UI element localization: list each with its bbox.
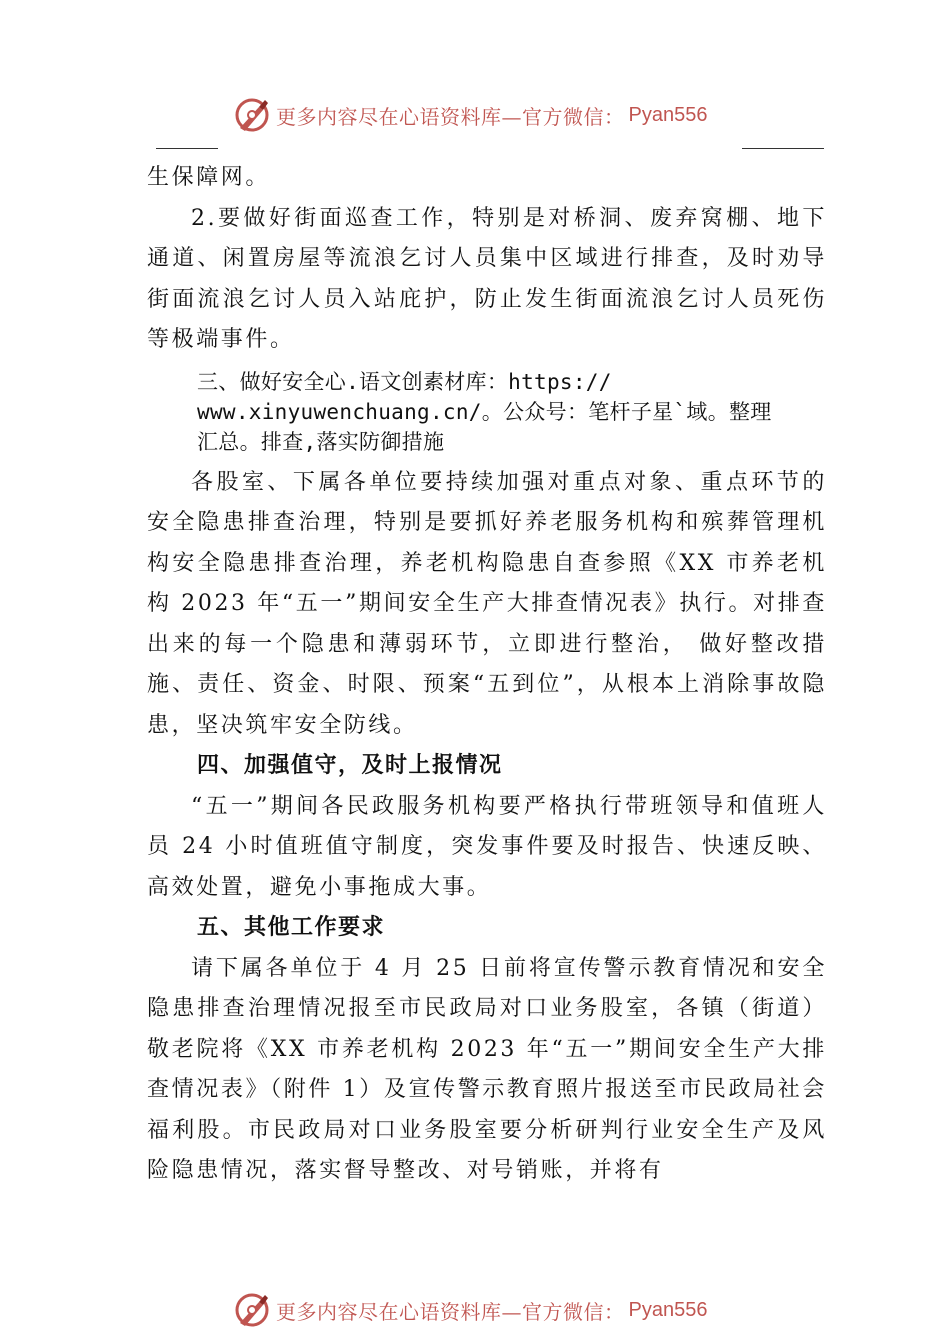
- footer-watermark: [0, 1288, 950, 1332]
- section-three-line-3: 汇总。排查,落实防御措施: [197, 429, 445, 454]
- paragraph-continuation: 生保障网。: [147, 165, 271, 190]
- pen-logo-icon: [232, 1290, 272, 1330]
- document-body: [147, 158, 827, 1192]
- header-watermark: [0, 93, 950, 137]
- section-three-heading: [147, 361, 827, 463]
- section-three-line-1: 三、做好安全心.语文创素材库：https://: [197, 369, 612, 394]
- header-rule-right: [742, 148, 824, 149]
- paragraph-other-requirements: 请下属各单位于 4 月 25 日前将宣传警示教育情况和安全隐患排查治理情况报至市民政局对口业务股室，各镇（街道）敬老院将《XX 市养老机构 2023 年“五一”期间安全生产大排查情况表》（附件 1）及宣传警示教育照片报送至市民政局社会福利股。市民政局对口业务股室要分析研判行业安全生产及风险隐患情况，落实督导整改、对号销账，并将有: [147, 955, 827, 1183]
- paragraph-street-patrol: 2.要做好街面巡查工作，特别是对桥洞、废弃窝棚、地下通道、闲置房屋等流浪乞讨人员集中区域进行排查，及时劝导街面流浪乞讨人员入站庇护，防止发生街面流浪乞讨人员死伤等极端事件。: [147, 205, 827, 352]
- section-four-heading: 四、加强值守，及时上报情况: [197, 753, 503, 778]
- paragraph-safety-inspection: 各股室、下属各单位要持续加强对重点对象、重点环节的安全隐患排查治理，特别是要抓好养老服务机构和殡葬管理机构安全隐患排查治理，养老机构隐患自查参照《XX 市养老机构 2023 年“五一”期间安全生产大排查情况表》执行。对排查出来的每一个隐患和薄弱环节，立即进行整治， 做好整改措施、责任、资金、时限、预案“五到位”，从根本上消除事故隐患，坚决筑牢安全防线。: [147, 469, 827, 738]
- wechat-id: Pyan556: [628, 1298, 708, 1321]
- pen-logo-icon: [232, 95, 272, 135]
- section-three-line-2: www.xinyuwenchuang.cn/。公众号：笔杆子星`域。整理: [197, 399, 772, 424]
- paragraph-duty: “五一”期间各民政服务机构要严格执行带班领导和值班人员 24 小时值班值守制度，突发事件要及时报告、快速反映、高效处置，避免小事拖成大事。: [147, 793, 827, 900]
- watermark-text: 更多内容尽在心语资料库—官方微信：: [276, 1299, 625, 1324]
- wechat-id: Pyan556: [628, 103, 708, 126]
- section-five-heading: 五、其他工作要求: [197, 915, 386, 940]
- watermark-text: 更多内容尽在心语资料库—官方微信：: [276, 104, 625, 129]
- header-rule-left: [156, 148, 218, 149]
